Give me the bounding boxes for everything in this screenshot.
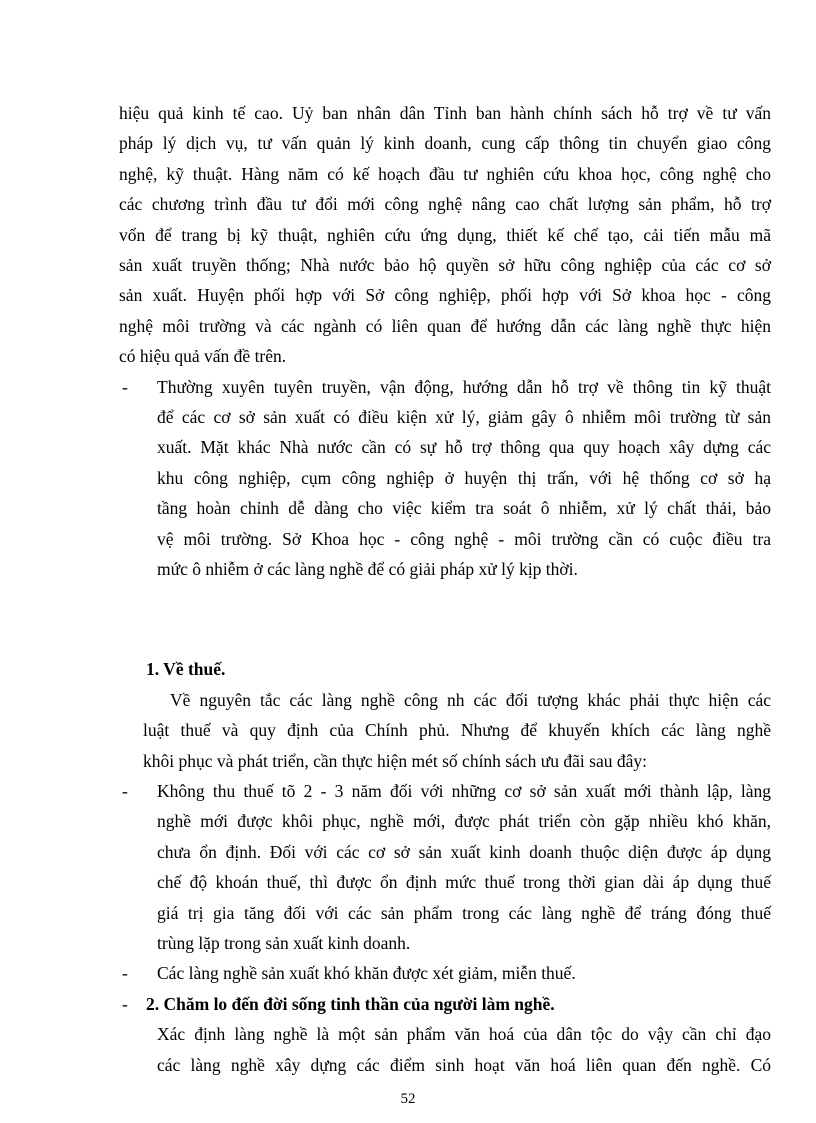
section-heading: 1. Về thuế.	[146, 659, 226, 680]
text-line: pháp lý dịch vụ, tư vấn quản lý kinh doanh, cung cấp thông tin chuyển giao công	[119, 133, 771, 154]
text-line: trùng lặp trong sản xuất kinh doanh.	[157, 933, 411, 953]
text-line: khôi phục và phát triển, cần thực hiện mét số chính sách ưu đãi sau đây:	[143, 750, 647, 771]
text-line: nghề mới được khôi phục, nghề mới, được phát triển còn gặp nhiều khó khăn,	[157, 811, 771, 832]
text-line: hiệu quả kinh tế cao. Uỷ ban nhân dân Tỉnh ban hành chính sách hỗ trợ về tư vấn	[119, 103, 771, 123]
text-line: các chương trình đầu tư đổi mới công nghệ nâng cao chất lượng sản phẩm, hỗ trợ	[119, 194, 771, 215]
bullet-dash: -	[122, 376, 128, 397]
bullet-dash: -	[122, 963, 128, 984]
text-line: khu công nghiệp, cụm công nghiệp ở huyện thị trấn, với hệ thống cơ sở hạ	[157, 467, 771, 488]
text-line: để các cơ sở sản xuất có điều kiện xử lý, giảm gây ô nhiễm môi trường từ sản	[157, 407, 771, 427]
text-line: giá trị gia tăng đối với các sản phẩm trong các làng nghề để tráng đóng thuế	[157, 902, 771, 923]
text-line: vốn để trang bị kỹ thuật, nghiên cứu ứng dụng, thiết kế chế tạo, cải tiến mẫu mã	[119, 224, 771, 245]
text-line: chế độ khoán thuế, thì được ổn định mức thuế trong thời gian dài áp dụng thuế	[157, 872, 771, 893]
text-line: Các làng nghề sản xuất khó khăn được xét giảm, miễn thuế.	[157, 963, 576, 984]
text-line: Xác định làng nghề là một sản phẩm văn hoá của dân tộc do vậy cần chỉ đạo	[157, 1024, 771, 1045]
bullet-dash: -	[122, 781, 128, 801]
page-number: 52	[400, 1091, 416, 1107]
bullet-dash: -	[122, 993, 128, 1014]
text-line: các làng nghề xây dựng các điểm sinh hoạt văn hoá liên quan đến nghề. Có	[157, 1054, 771, 1075]
text-line: xuất. Mặt khác Nhà nước cần có sự hỗ trợ thông qua quy hoạch xây dựng các	[157, 437, 771, 458]
text-line: Thường xuyên tuyên truyền, vận động, hướng dẫn hỗ trợ về thông tin kỹ thuật	[157, 376, 771, 397]
text-line: sản xuất truyền thống; Nhà nước bảo hộ quyền sở hữu công nghiệp của các cơ sở	[119, 255, 771, 275]
text-line: nghệ, kỹ thuật. Hàng năm có kế hoạch đầu tư nghiên cứu khoa học, công nghệ cho	[119, 163, 771, 184]
text-line: Về nguyên tắc các làng nghề công nh các đối tượng khác phải thực hiện các	[170, 689, 771, 710]
text-line: luật thuế và quy định của Chính phủ. Nhưng để khuyến khích các làng nghề	[143, 720, 771, 741]
text-line: nghệ môi trường và các ngành có liên quan để hướng dẫn các làng nghề thực hiện	[119, 315, 771, 336]
text-line: tầng hoàn chỉnh dễ dàng cho việc kiểm tra soát ô nhiễm, xử lý chất thải, bảo	[157, 498, 771, 519]
text-line: có hiệu quả vấn đề trên.	[119, 346, 287, 367]
text-line: Không thu thuế tõ 2 - 3 năm đối với những cơ sở sản xuất mới thành lập, làng	[157, 781, 771, 801]
text-line: chưa ổn định. Đối với các cơ sở sản xuất kinh doanh thuộc diện được áp dụng	[157, 841, 771, 862]
section-heading: 2. Chăm lo đến đời sống tinh thần của người làm nghề.	[146, 993, 555, 1014]
text-line: sản xuất. Huyện phối hợp với Sở công nghiệp, phối hợp với Sở khoa học - công	[119, 285, 771, 306]
text-line: mức ô nhiễm ở các làng nghề để có giải pháp xử lý kịp thời.	[157, 559, 578, 579]
text-line: vệ môi trường. Sở Khoa học - công nghệ - môi trường cần có cuộc điều tra	[157, 528, 771, 549]
